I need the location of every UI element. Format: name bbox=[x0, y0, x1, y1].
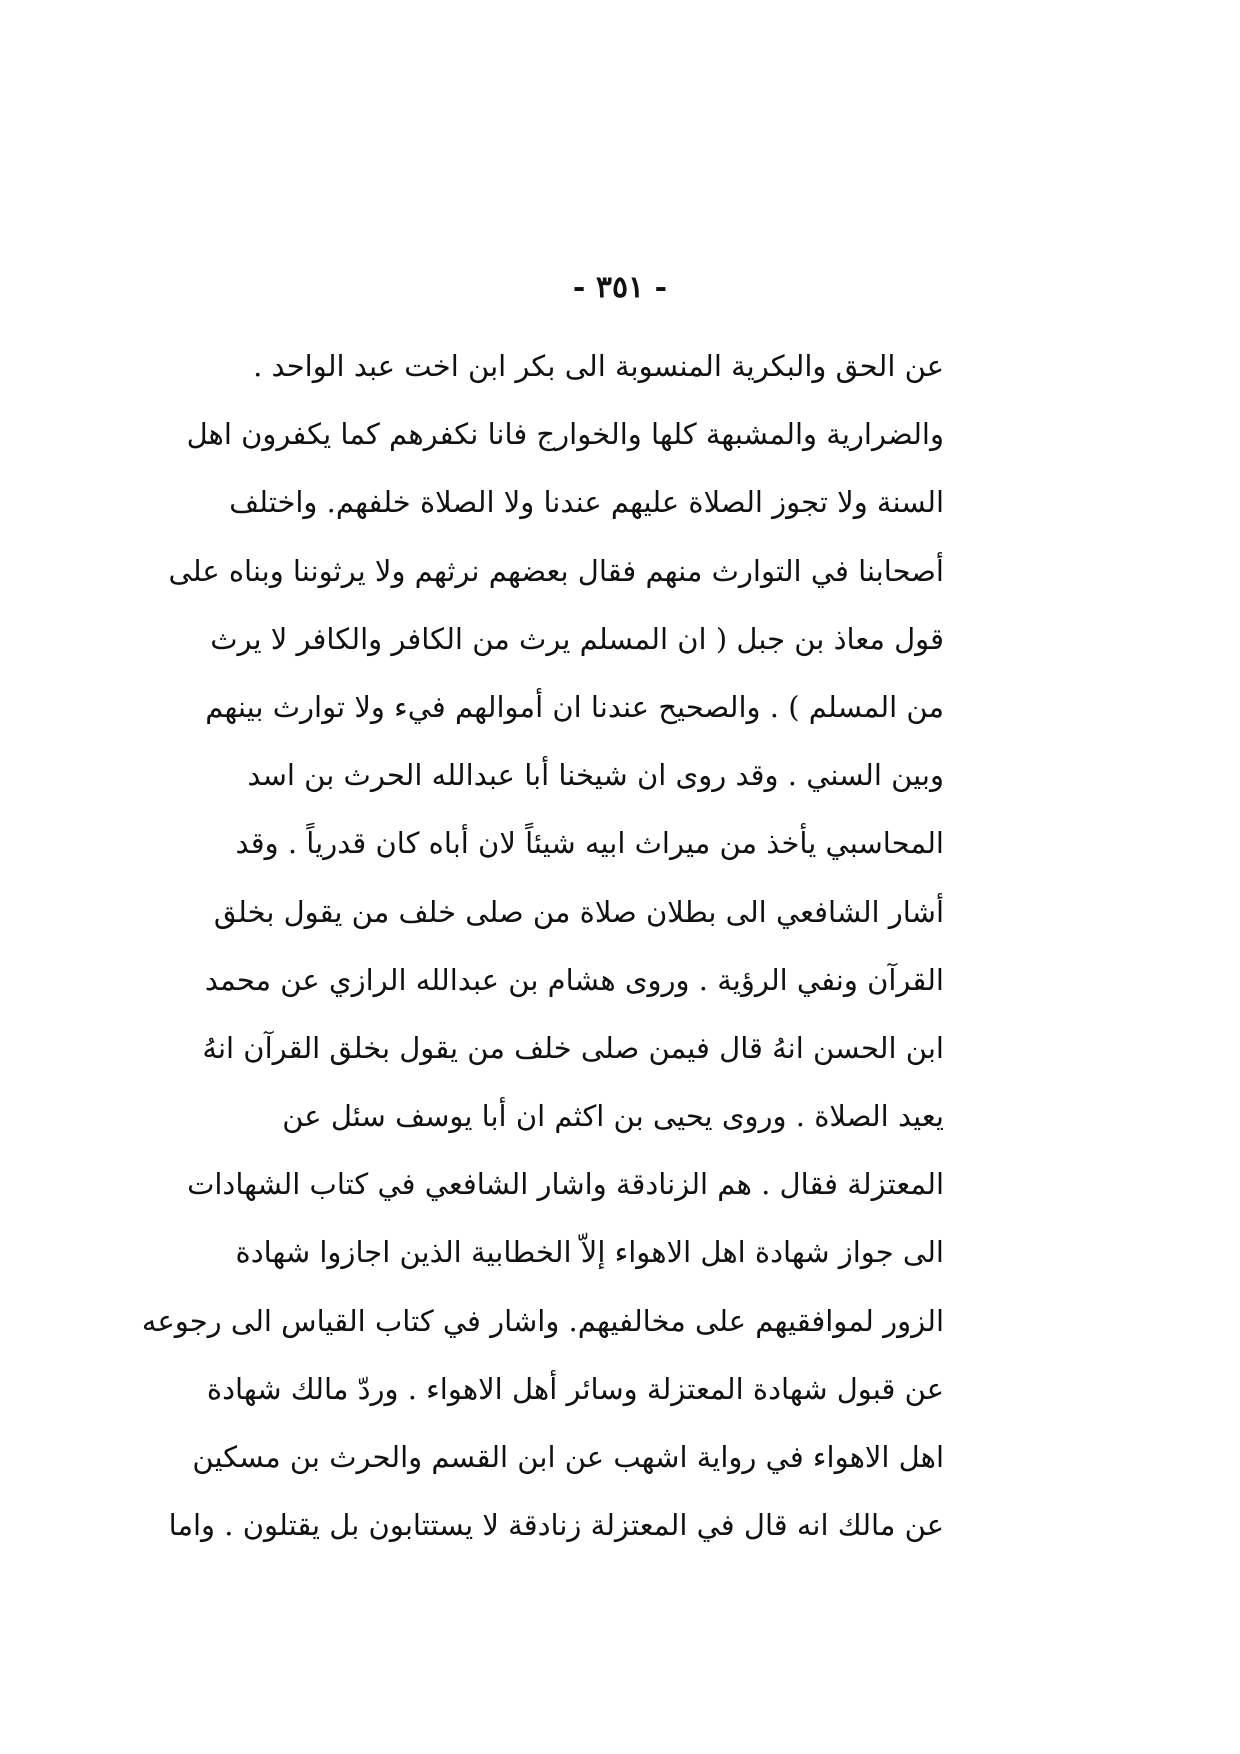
text-line: السنة ولا تجوز الصلاة عليهم عندنا ولا الصلاة خلفهم. واختلف bbox=[229, 485, 944, 520]
page-number: - ٣٥١ - bbox=[572, 270, 668, 305]
text-line: عن مالك انه قال في المعتزلة زنادقة لا يستتابون بل يقتلون . واما bbox=[168, 1508, 944, 1543]
text-line: اهل الاهواء في رواية اشهب عن ابن القسم والحرث بن مسكين bbox=[192, 1440, 944, 1474]
text-line: والضرارية والمشبهة كلها والخوارج فانا نكفرهم كما يكفرون اهل bbox=[186, 417, 944, 452]
text-line: أشار الشافعي الى بطلان صلاة من صلى خلف من يقول بخلق bbox=[213, 894, 944, 929]
text-line: الزور لموافقيهم على مخالفيهم. واشار في كتاب القياس الى رجوعه bbox=[141, 1303, 944, 1338]
text-line: عن قبول شهادة المعتزلة وسائر أهل الاهواء . وردّ مالك شهادة bbox=[206, 1371, 944, 1406]
text-line: أصحابنا في التوارث منهم فقال بعضهم نرثهم ولا يرثوننا وبناه على bbox=[168, 553, 944, 588]
text-line: قول معاذ بن جبل ( ان المسلم يرث من الكافر والكافر لا يرث bbox=[210, 621, 944, 656]
text-line: وبين السني . وقد روى ان شيخنا أبا عبدالله الحرث بن اسد bbox=[247, 758, 944, 793]
text-line: من المسلم ) . والصحيح عندنا ان أموالهم فيء ولا توارث بينهم bbox=[205, 689, 944, 724]
text-line: القرآن ونفي الرؤية . وروى هشام بن عبدالله الرازي عن محمد bbox=[204, 962, 944, 997]
text-line: يعيد الصلاة . وروى يحيى بن اكثم ان أبا يوسف سئل عن bbox=[282, 1099, 944, 1134]
text-line: الى جواز شهادة اهل الاهواء إلاّ الخطابية الذين اجازوا شهادة bbox=[235, 1235, 944, 1270]
text-line: المحاسبي يأخذ من ميراث ابيه شيئاً لان أباه كان قدرياً . وقد bbox=[235, 826, 944, 861]
text-line: ابن الحسن انهُ قال فيمن صلى خلف من يقول بخلق القرآن انهُ bbox=[202, 1030, 944, 1065]
body-text bbox=[141, 332, 944, 1559]
text-line: عن الحق والبكرية المنسوبة الى بكر ابن اخت عبد الواحد . bbox=[253, 349, 944, 383]
text-line: المعتزلة فقال . هم الزنادقة واشار الشافعي في كتاب الشهادات bbox=[187, 1167, 944, 1202]
